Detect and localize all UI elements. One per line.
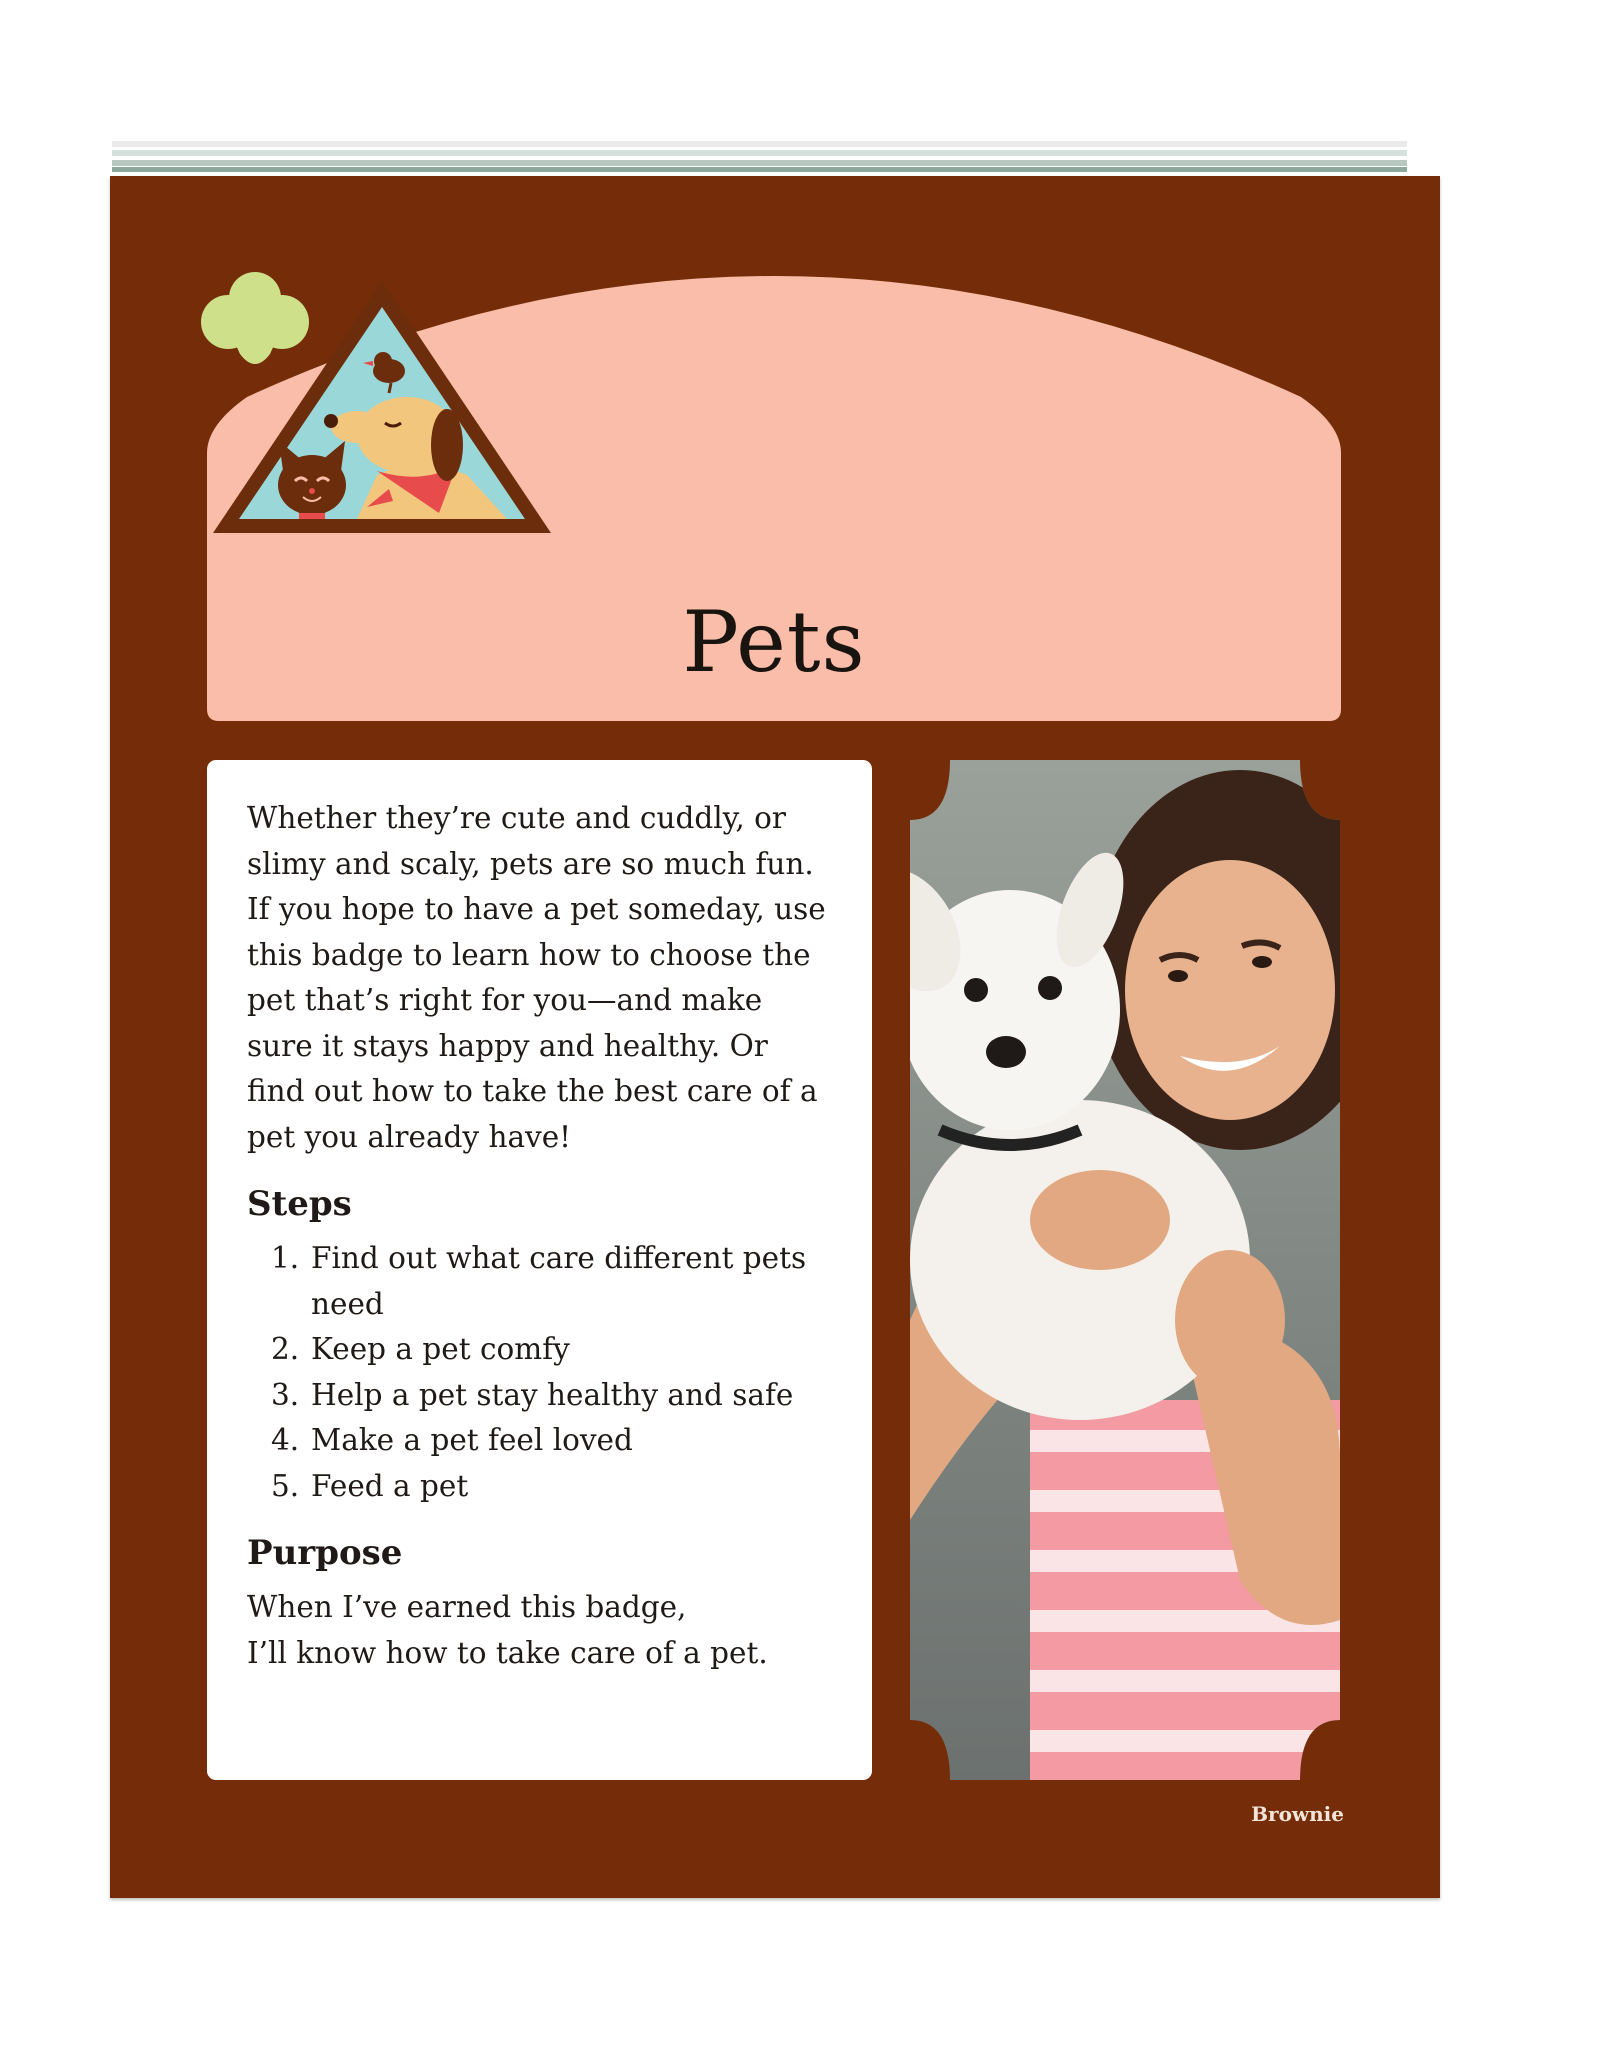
purpose-line: I’ll know how to take care of a pet. [247, 1635, 768, 1670]
step-text: Find out what care different pets need [311, 1241, 807, 1321]
step-text: Feed a pet [311, 1468, 469, 1503]
step-number: 3. [271, 1377, 300, 1412]
badge-title: Pets [682, 593, 866, 691]
purpose-line: When I’ve earned this badge, [247, 1590, 687, 1624]
steps-heading: Steps [247, 1184, 352, 1224]
steps-list [247, 1236, 832, 1509]
page-edge [112, 167, 1407, 172]
level-label: Brownie [1251, 1802, 1344, 1826]
list-item [247, 1373, 832, 1419]
girl-with-dog-photo [880, 760, 1340, 1780]
booklet-cover [110, 176, 1440, 1898]
purpose-text [247, 1585, 832, 1676]
page-edge [112, 160, 1407, 166]
page-edge [112, 141, 1408, 147]
list-item [247, 1327, 832, 1373]
list-item [247, 1418, 832, 1464]
list-item [247, 1464, 832, 1510]
intro-paragraph: Whether they’re cute and cuddly, or slimy and scaly, pets are so much fun. If you hope to have a pet someday, use this badge to learn how to choose the pet that’s right for you—and make sure it stays happy and healthy. Or find out how to take the best care of a pet you already have! [247, 801, 826, 1154]
header-panel [207, 275, 1341, 721]
step-number: 4. [271, 1423, 300, 1457]
list-item [247, 1236, 832, 1327]
step-number: 5. [271, 1468, 300, 1503]
pets-badge-icon [207, 275, 557, 539]
step-text: Make a pet feel loved [311, 1423, 633, 1457]
step-text: Help a pet stay healthy and safe [311, 1377, 794, 1412]
purpose-heading: Purpose [247, 1533, 403, 1573]
step-text: Keep a pet comfy [311, 1332, 570, 1366]
step-number: 1. [271, 1241, 300, 1275]
step-number: 2. [271, 1332, 300, 1366]
page-edge [112, 150, 1407, 156]
description-card [207, 760, 872, 1780]
